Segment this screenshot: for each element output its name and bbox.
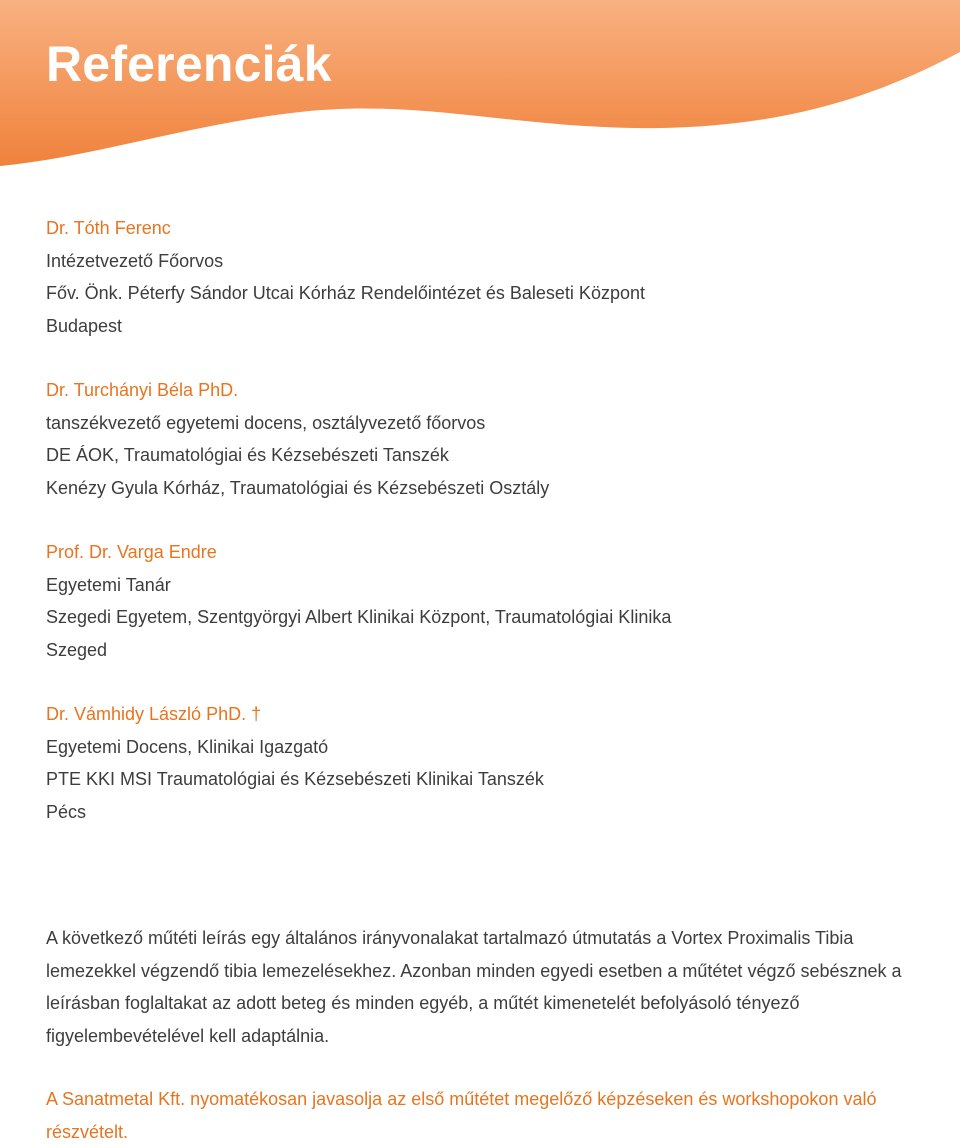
reference-entry bbox=[46, 374, 926, 504]
reference-city: Pécs bbox=[46, 801, 87, 822]
reference-institution: Kenézy Gyula Kórház, Traumatológiai és Kézsebészeti Osztály bbox=[46, 477, 550, 498]
recommendation-note: A Sanatmetal Kft. nyomatékosan javasolja az első műtétet megelőző képzéseken és workshopokon való részvételt. bbox=[46, 1089, 877, 1142]
reference-institution: DE ÁOK, Traumatológiai és Kézsebészeti Tanszék bbox=[46, 445, 449, 465]
reference-entry bbox=[46, 212, 926, 342]
references-list bbox=[46, 212, 926, 860]
page-header bbox=[0, 0, 960, 170]
reference-name: Dr. Turchányi Béla PhD. bbox=[46, 380, 239, 400]
reference-name: Dr. Vámhidy László PhD. † bbox=[46, 704, 262, 724]
reference-entry bbox=[46, 536, 926, 666]
reference-city: Szeged bbox=[46, 639, 108, 660]
reference-institution: Szegedi Egyetem, Szentgyörgyi Albert Klinikai Központ, Traumatológiai Klinika bbox=[46, 607, 672, 627]
page-title: Referenciák bbox=[46, 36, 332, 92]
reference-institution: Főv. Önk. Péterfy Sándor Utcai Kórház Rendelőintézet és Baleseti Központ bbox=[46, 283, 645, 303]
reference-institution: PTE KKI MSI Traumatológiai és Kézsebészeti Klinikai Tanszék bbox=[46, 769, 544, 789]
reference-name: Dr. Tóth Ferenc bbox=[46, 218, 171, 238]
reference-position: Egyetemi Docens, Klinikai Igazgató bbox=[46, 736, 329, 757]
reference-position: tanszékvezető egyetemi docens, osztályvezető főorvos bbox=[46, 412, 486, 433]
reference-name: Prof. Dr. Varga Endre bbox=[46, 542, 217, 562]
reference-position: Egyetemi Tanár bbox=[46, 574, 171, 595]
reference-city: Budapest bbox=[46, 315, 123, 336]
instructions-paragraph: A következő műtéti leírás egy általános irányvonalakat tartalmazó útmutatás a Vortex Proximalis Tibia lemezekkel végzendő tibia lemezelésekhez. Azonban minden egyedi esetben a műtétet végző sebésznek a leírásban foglaltakat az adott beteg és minden egyéb, a műtét kimenetelét befolyásoló tényező figyelembevételével kell adaptálnia. bbox=[46, 928, 902, 1046]
reference-position: Intézetvezető Főorvos bbox=[46, 250, 224, 271]
reference-entry bbox=[46, 698, 926, 828]
